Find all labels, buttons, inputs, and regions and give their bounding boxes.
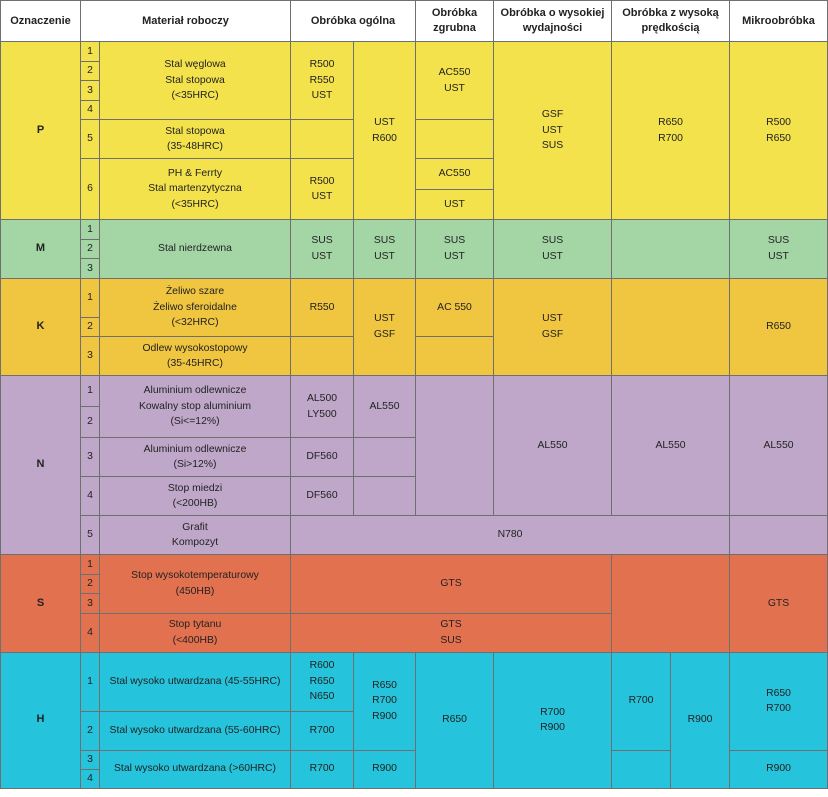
- predkosc-grade-cell: [612, 220, 730, 279]
- row-number: 2: [81, 711, 100, 750]
- ogolna-grade-cell: SUS UST: [354, 220, 416, 279]
- row-number: 4: [81, 613, 100, 652]
- zgrubna-grade-cell: UST: [416, 190, 494, 220]
- header-obrobka-ogolna: Obróbka ogólna: [291, 1, 416, 42]
- material-cell: Aluminium odlewnicze (Si>12%): [100, 438, 291, 477]
- row-number: 1: [81, 652, 100, 711]
- ogolna-grade-cell: [354, 438, 416, 477]
- ogolna-grade-cell: AL500 LY500: [291, 376, 354, 438]
- predkosc-grade-cell: R650 R700: [612, 42, 730, 220]
- material-cell: Stal wysoko utwardzana (55-60HRC): [100, 711, 291, 750]
- row-number: 6: [81, 159, 100, 220]
- mikro-grade-cell: AL550: [730, 376, 828, 516]
- m-row-1: [1, 220, 828, 240]
- group-label-n: N: [1, 376, 81, 555]
- zgrubna-grade-cell: [416, 337, 494, 376]
- material-cell: Stal nierdzewna: [100, 220, 291, 279]
- row-number: 4: [81, 769, 100, 788]
- material-cell: Odlew wysokostopowy (35-45HRC): [100, 337, 291, 376]
- mikro-grade-cell: SUS UST: [730, 220, 828, 279]
- ogolna-grade-cell: R700: [291, 750, 354, 788]
- n-row-1: [1, 376, 828, 407]
- header-obrobka-predkosc: Obróbka z wysoką prędkością: [612, 1, 730, 42]
- n-row-5: [1, 516, 828, 555]
- row-number: 4: [81, 477, 100, 516]
- material-cell: Aluminium odlewnicze Kowalny stop aluminium (Si<=12%): [100, 376, 291, 438]
- ogolna-grade-cell: DF560: [291, 477, 354, 516]
- row-number: 3: [81, 438, 100, 477]
- wydajnosc-grade-cell: R700 R900: [494, 652, 612, 788]
- ogolna-grade-cell: UST R600: [354, 42, 416, 220]
- gts-sus-grade-cell: GTS SUS: [291, 613, 612, 652]
- header-obrobka-zgrubna: Obróbka zgrubna: [416, 1, 494, 42]
- mikro-grade-cell: GTS: [730, 555, 828, 653]
- gts-grade-cell: GTS: [291, 555, 612, 614]
- ogolna-grade-cell: R900: [354, 750, 416, 788]
- material-cell: Stal wysoko utwardzana (45-55HRC): [100, 652, 291, 711]
- predkosc-grade-cell: AL550: [612, 376, 730, 516]
- header-row: [1, 1, 828, 42]
- zgrubna-grade-cell: [416, 376, 494, 516]
- material-cell: Stal wysoko utwardzana (>60HRC): [100, 750, 291, 788]
- zgrubna-grade-cell: AC 550: [416, 278, 494, 337]
- ogolna-grade-cell: R500 R550 UST: [291, 42, 354, 120]
- ogolna-grade-cell: SUS UST: [291, 220, 354, 279]
- zgrubna-grade-cell: AC550 UST: [416, 42, 494, 120]
- ogolna-grade-cell: [291, 337, 354, 376]
- header-oznaczenie: Oznaczenie: [1, 1, 81, 42]
- wydajnosc-grade-cell: UST GSF: [494, 278, 612, 376]
- row-number: 2: [81, 239, 100, 259]
- group-label-m: M: [1, 220, 81, 279]
- ogolna-grade-cell: [354, 477, 416, 516]
- ogolna-grade-cell: UST GSF: [354, 278, 416, 376]
- group-label-p: P: [1, 42, 81, 220]
- mikro-grade-cell: R900: [730, 750, 828, 788]
- group-label-h: H: [1, 652, 81, 788]
- header-material: Materiał roboczy: [81, 1, 291, 42]
- row-number: 3: [81, 337, 100, 376]
- zgrubna-grade-cell: SUS UST: [416, 220, 494, 279]
- ogolna-grade-cell: R500 UST: [291, 159, 354, 220]
- material-cell: Stop wysokotemperaturowy (450HB): [100, 555, 291, 614]
- zgrubna-grade-cell: AC550: [416, 159, 494, 190]
- ogolna-grade-cell: R650 R700 R900: [354, 652, 416, 750]
- wydajnosc-grade-cell: GSF UST SUS: [494, 42, 612, 220]
- row-number: 1: [81, 220, 100, 240]
- predkosc-grade-cell: [612, 278, 730, 376]
- row-number: 1: [81, 376, 100, 407]
- mikro-grade-cell: R650 R700: [730, 652, 828, 750]
- row-number: 4: [81, 100, 100, 120]
- wydajnosc-grade-cell: AL550: [494, 376, 612, 516]
- p-row-1: [1, 42, 828, 62]
- ogolna-grade-cell: R700: [291, 711, 354, 750]
- material-cell: Stop tytanu (<400HB): [100, 613, 291, 652]
- zgrubna-grade-cell: R650: [416, 652, 494, 788]
- ogolna-grade-cell: DF560: [291, 438, 354, 477]
- s-row-1: [1, 555, 828, 575]
- wydajnosc-grade-cell: SUS UST: [494, 220, 612, 279]
- ogolna-grade-cell: R600 R650 N650: [291, 652, 354, 711]
- row-number: 2: [81, 574, 100, 594]
- row-number: 2: [81, 61, 100, 81]
- ogolna-grade-cell: R550: [291, 278, 354, 337]
- predkosc-grade-cell: R700: [612, 652, 671, 750]
- predkosc-grade-cell: [612, 555, 730, 653]
- group-label-k: K: [1, 278, 81, 376]
- material-cell: PH & Ferrty Stal martenzytyczna (<35HRC): [100, 159, 291, 220]
- row-number: 5: [81, 120, 100, 159]
- n780-grade-cell: N780: [291, 516, 730, 555]
- row-number: 3: [81, 750, 100, 769]
- material-cell: Żeliwo szare Żeliwo sferoidalne (<32HRC): [100, 278, 291, 337]
- group-label-s: S: [1, 555, 81, 653]
- row-number: 1: [81, 42, 100, 62]
- row-number: 1: [81, 555, 100, 575]
- row-number: 5: [81, 516, 100, 555]
- mikro-grade-cell: R500 R650: [730, 42, 828, 220]
- h-row-1: [1, 652, 828, 711]
- row-number: 3: [81, 594, 100, 614]
- row-number: 3: [81, 259, 100, 279]
- row-number: 2: [81, 407, 100, 438]
- mikro-grade-cell: [730, 516, 828, 555]
- zgrubna-grade-cell: [416, 120, 494, 159]
- ogolna-grade-cell: [291, 120, 354, 159]
- material-cell: Stop miedzi (<200HB): [100, 477, 291, 516]
- material-cell: Stal węglowa Stal stopowa (<35HRC): [100, 42, 291, 120]
- row-number: 2: [81, 317, 100, 337]
- ogolna-grade-cell: AL550: [354, 376, 416, 438]
- predkosc-grade-cell: R900: [671, 652, 730, 788]
- header-mikroobrobka: Mikroobróbka: [730, 1, 828, 42]
- row-number: 1: [81, 278, 100, 317]
- k-row-1: [1, 278, 828, 317]
- row-number: 3: [81, 81, 100, 101]
- header-obrobka-wydajnosc: Obróbka o wysokiej wydajności: [494, 1, 612, 42]
- material-cell: Grafit Kompozyt: [100, 516, 291, 555]
- material-cell: Stal stopowa (35-48HRC): [100, 120, 291, 159]
- mikro-grade-cell: R650: [730, 278, 828, 376]
- predkosc-grade-cell: [612, 750, 671, 788]
